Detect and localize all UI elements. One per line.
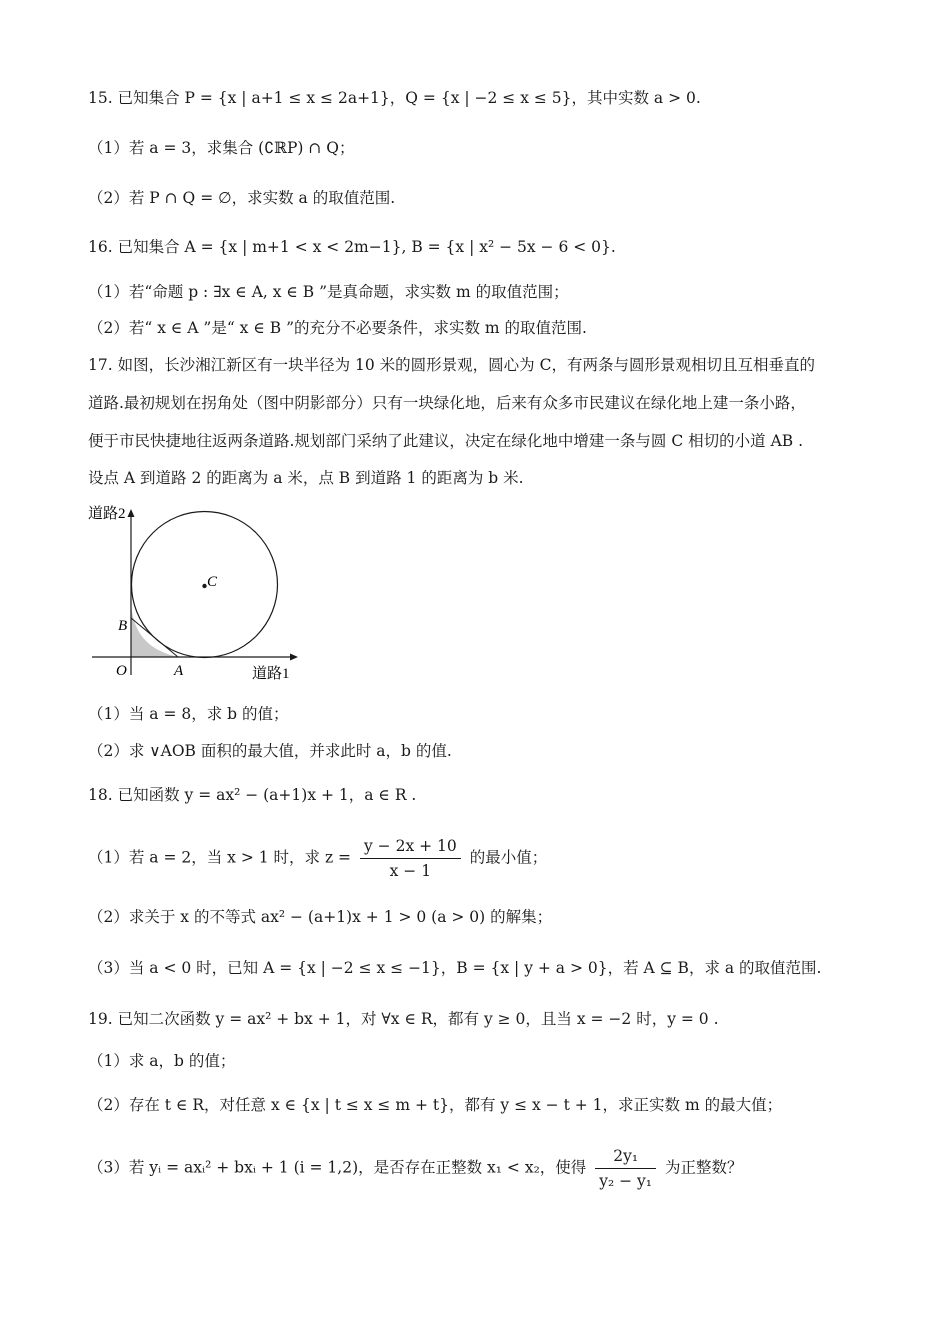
q19-part3 <box>88 1144 742 1193</box>
q17-part2: （2）求 ∨AOB 面积的最大值，并求此时 a，b 的值. <box>88 742 452 760</box>
q19-part3-pre: （3）若 yᵢ = axᵢ² + bxᵢ + 1 (i = 1,2)，是否存在正整数 x₁ < x₂，使得 <box>88 1158 587 1177</box>
q16-stem: 16. 已知集合 A = {x | m+1 < x < 2m−1}, B = {x | x² − 5x − 6 < 0}. <box>88 238 616 256</box>
q19-fraction-denominator: y₂ − y₁ <box>599 1172 653 1190</box>
q16-part2: （2）若“ x ∈ A ”是“ x ∈ B ”的充分不必要条件，求实数 m 的取值范围. <box>88 319 587 337</box>
q18-part1-post: 的最小值； <box>469 848 548 867</box>
q17-line2: 道路.最初规划在拐角处（图中阴影部分）只有一块绿化地，后来有众多市民建议在绿化地上建一条小路， <box>88 394 806 412</box>
label-road2: 道路2 <box>88 506 126 522</box>
label-O: O <box>116 663 127 679</box>
q18-part3: （3）当 a < 0 时，已知 A = {x | −2 ≤ x ≤ −1}，B = {x | y + a > 0}，若 A ⊆ B，求 a 的取值范围. <box>88 959 822 977</box>
q17-line4: 设点 A 到道路 2 的距离为 a 米，点 B 到道路 1 的距离为 b 米. <box>88 469 524 487</box>
q19-stem: 19. 已知二次函数 y = ax² + bx + 1，对 ∀x ∈ R，都有 y ≥ 0，且当 x = −2 时，y = 0 . <box>88 1010 719 1028</box>
q16-part1: （1）若“命题 p : ∃x ∈ A, x ∈ B ”是真命题，求实数 m 的取值范围； <box>88 283 569 301</box>
q18-fraction-numerator: y − 2x + 10 <box>360 834 461 859</box>
label-C: C <box>207 574 218 590</box>
q18-part2: （2）求关于 x 的不等式 ax² − (a+1)x + 1 > 0 (a > 0) 的解集； <box>88 908 553 926</box>
q18-part1 <box>88 834 547 883</box>
road2-arrow <box>128 509 135 517</box>
q17-line1: 17. 如图，长沙湘江新区有一块半径为 10 米的圆形景观，圆心为 C，有两条与圆形景观相切且互相垂直的 <box>88 356 815 374</box>
q15-stem: 15. 已知集合 P = {x | a+1 ≤ x ≤ 2a+1}，Q = {x | −2 ≤ x ≤ 5}，其中实数 a > 0. <box>88 89 701 107</box>
q19-fraction-numerator: 2y₁ <box>595 1144 656 1169</box>
road-circle-figure <box>84 500 314 685</box>
road1-arrow <box>290 654 298 661</box>
q19-part1: （1）求 a，b 的值； <box>88 1052 236 1070</box>
q19-fraction <box>595 1144 656 1193</box>
label-road1: 道路1 <box>252 666 290 682</box>
q17-part1: （1）当 a = 8，求 b 的值； <box>88 705 289 723</box>
q18-fraction-denominator: x − 1 <box>389 862 432 880</box>
q18-stem: 18. 已知函数 y = ax² − (a+1)x + 1，a ∈ R . <box>88 786 417 804</box>
shaded-green-area <box>131 600 179 657</box>
q17-line3: 便于市民快捷地往返两条道路.规划部门采纳了此建议，决定在绿化地中增建一条与圆 C 相切的小道 AB . <box>88 432 804 450</box>
q15-part1: （1）若 a = 3，求集合 (∁ℝP) ∩ Q； <box>88 139 355 157</box>
q18-part1-pre: （1）若 a = 2，当 x > 1 时，求 z = <box>88 848 352 867</box>
q15-part2: （2）若 P ∩ Q = ∅，求实数 a 的取值范围. <box>88 189 396 207</box>
q18-fraction <box>360 834 461 883</box>
label-A: A <box>174 663 184 679</box>
q19-part3-post: 为正整数？ <box>664 1158 743 1177</box>
q19-part2: （2）存在 t ∈ R，对任意 x ∈ {x | t ≤ x ≤ m + t}，都有 y ≤ x − t + 1，求正实数 m 的最大值； <box>88 1096 783 1114</box>
label-B: B <box>118 618 128 634</box>
